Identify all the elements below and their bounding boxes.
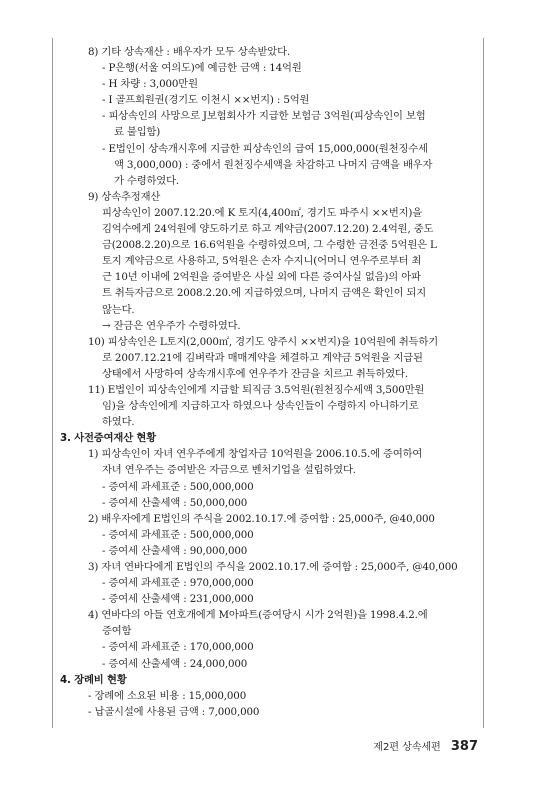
list-item: - 증여세 과세표준 : 170,000,000 bbox=[102, 641, 254, 654]
paragraph-line: 금(2008.2.20)으로 16.6억원을 수령하였으며, 그 수령한 금전중 5억원은 L bbox=[102, 239, 437, 252]
item-10: 10) 피상속인은 L토지(2,000㎡, 경기도 양주시 ××번지)을 10억원에 취득하기 bbox=[88, 335, 439, 348]
page-body bbox=[60, 44, 478, 720]
list-item: - I 골프회원권(경기도 이천시 ××번지) : 5억원 bbox=[102, 94, 310, 107]
list-item: - H 차량 : 3,000만원 bbox=[102, 78, 198, 91]
section-4-heading: 4. 장례비 현황 bbox=[60, 673, 127, 686]
list-item: - 증여세 산출세액 : 50,000,000 bbox=[102, 496, 248, 509]
paragraph-line: 피상속인이 2007.12.20.에 K 토지(4,400㎡, 경기도 파주시 ××번지)을 bbox=[102, 206, 423, 219]
arrow-note: → 잔금은 연우주가 수령하였다. bbox=[102, 319, 241, 332]
section-3-heading: 3. 사전증여재산 현황 bbox=[60, 432, 157, 445]
list-item: - E법인이 상속개시후에 지급한 피상속인의 급여 15,000,000(원천징수세 bbox=[102, 142, 428, 155]
footer-section-title: 제2편 상속세편 bbox=[373, 742, 441, 753]
item-10-continuation: 상태에서 사망하여 상속개시후에 연우주가 잔금을 치르고 취득하였다. bbox=[102, 367, 408, 380]
page-footer bbox=[373, 738, 478, 754]
item-11: 11) E법인이 피상속인에게 지급할 퇴직금 3.5억원(원천징수세액 3,500만원 bbox=[88, 383, 425, 396]
item-11-continuation: 임)을 상속인에게 지급하고자 하였으나 상속인들이 수령하지 아니하기로 bbox=[102, 400, 419, 413]
paragraph-line: 토지 계약금으로 사용하고, 5억원은 손자 수지니(어머니 연우주로부터 최 bbox=[102, 255, 422, 268]
list-item-continuation: 료 불입함) bbox=[114, 126, 161, 139]
item-3-3: 3) 자녀 연바다에게 E법인의 주식을 2002.10.17.에 증여함 : 25,000주, @40,000 bbox=[88, 561, 458, 573]
list-item: - 납골시설에 사용된 금액 : 7,000,000 bbox=[88, 705, 260, 718]
right-margin-rule bbox=[483, 38, 484, 728]
list-item: - 피상속인의 사망으로 J보험회사가 지급한 보험금 3억원(피상속인이 보험 bbox=[102, 110, 426, 123]
list-item: - 증여세 산출세액 : 90,000,000 bbox=[102, 544, 248, 557]
item-3-4: 4) 연바다의 아들 연호개에게 M아파트(증여당시 시가 2억원)을 1998.4.2.에 bbox=[88, 609, 428, 622]
list-item: - 증여세 산출세액 : 231,000,000 bbox=[102, 593, 254, 606]
list-item: - P은행(서울 여의도)에 예금한 금액 : 14억원 bbox=[102, 62, 302, 75]
paragraph-line: 않는다. bbox=[102, 303, 135, 316]
item-3-1: 1) 피상속인이 자녀 연우주에게 창업자금 10억원을 2006.10.5.에 증여하여 bbox=[88, 448, 423, 461]
item-8-heading: 8) 기타 상속재산 : 배우자가 모두 상속받았다. bbox=[88, 46, 290, 58]
item-11-continuation: 하였다. bbox=[102, 416, 135, 429]
list-item: - 증여세 산출세액 : 24,000,000 bbox=[102, 657, 248, 670]
item-10-continuation: 로 2007.12.21에 김벼락과 매매계약을 체결하고 계약금 5억원을 지급된 bbox=[102, 351, 423, 364]
list-item: - 증여세 과세표준 : 970,000,000 bbox=[102, 577, 254, 590]
item-9-heading: 9) 상속추정재산 bbox=[88, 190, 161, 203]
list-item: - 장례에 소요된 비용 : 15,000,000 bbox=[88, 689, 247, 702]
paragraph-line: 김억수에게 24억원에 양도하기로 하고 계약금(2007.12.20) 2.4억원, 중도 bbox=[102, 223, 434, 236]
item-3-4-continuation: 증여함 bbox=[102, 625, 132, 638]
page-number: 387 bbox=[450, 739, 478, 754]
item-3-2: 2) 배우자에게 E법인의 주식을 2002.10.17.에 증여함 : 25,000주, @40,000 bbox=[88, 512, 435, 525]
left-margin-rule bbox=[52, 38, 53, 728]
list-item: - 증여세 과세표준 : 500,000,000 bbox=[102, 528, 254, 541]
paragraph-line: 트 취득자금으로 2008.2.20.에 지급하였으며, 나머지 금액은 확인이 되지 bbox=[102, 287, 427, 300]
list-item-continuation: 액 3,000,000) : 중에서 원천징수세액을 차감하고 나머지 금액을 배우자 bbox=[114, 158, 433, 171]
paragraph-line: 근 10년 이내에 2억원을 증여받은 사실 외에 다른 증여사실 없음)의 아파 bbox=[102, 271, 421, 284]
item-3-1-continuation: 자녀 연우주는 증여받은 자금으로 벤처기업을 설립하였다. bbox=[102, 464, 356, 477]
list-item-continuation: 가 수령하였다. bbox=[114, 174, 180, 187]
list-item: - 증여세 과세표준 : 500,000,000 bbox=[102, 480, 254, 493]
